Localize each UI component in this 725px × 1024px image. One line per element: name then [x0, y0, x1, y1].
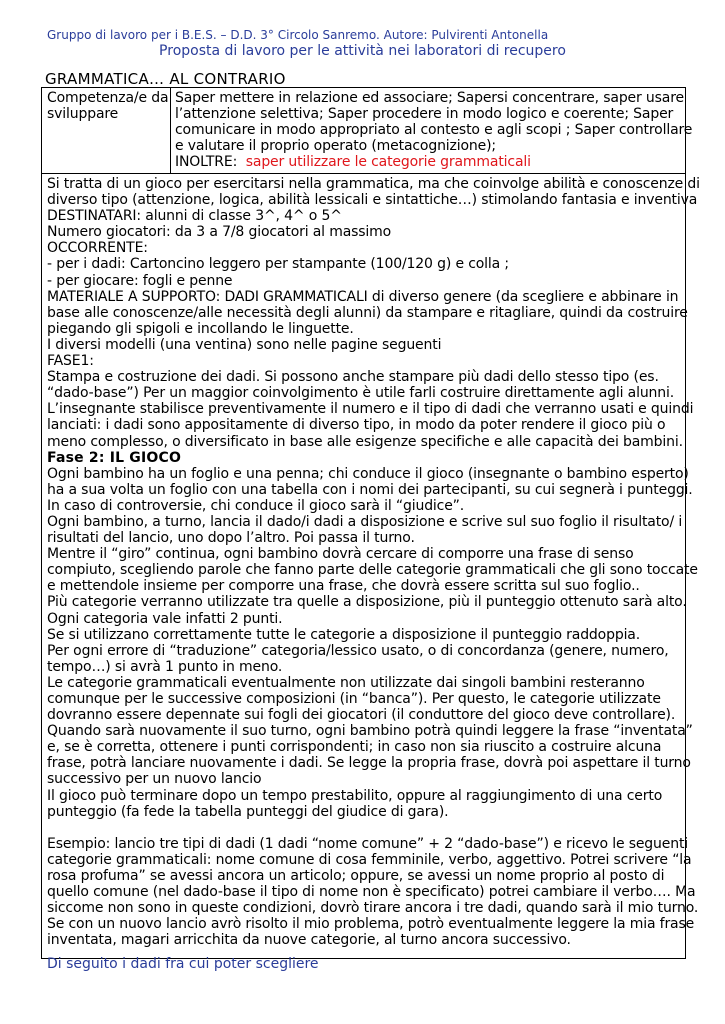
competenze-label-line: Competenza/e da [47, 90, 169, 106]
body-line: risultati del lancio, uno dopo l’altro. Poi passa il turno. [47, 530, 415, 547]
body-line: inventata, magari arricchita da nuove categorie, al turno ancora successivo. [47, 932, 571, 949]
body-line: Il gioco può terminare dopo un tempo prestabilito, oppure al raggiungimento di una certo [47, 787, 663, 804]
body-line: diverso tipo (attenzione, logica, abilità lessicali e sintattiche…) stimolando fantasia e inventiva [47, 192, 698, 209]
body-line: quello comune (nel dado-base il tipo di nome non è specificato) potrei cambiare il verbo…. Ma [47, 884, 696, 901]
body-line: siccome non sono in queste condizioni, dovrò tirare ancora i tre dadi, quando sarà il mio turno. [47, 900, 699, 917]
inoltre-line [175, 154, 692, 170]
competenze-label-cell [47, 90, 168, 122]
competenze-content-cell [175, 90, 692, 170]
footer-note: Di seguito i dadi fra cui poter scegliere [47, 956, 319, 972]
body-line [47, 820, 700, 836]
activity-description [47, 176, 700, 949]
body-line: OCCORRENTE: [47, 240, 148, 257]
column-divider [170, 88, 171, 173]
row-divider [42, 173, 685, 174]
competenze-label-line: sviluppare [47, 106, 119, 123]
inoltre-highlight: saper utilizzare le categorie grammaticali [245, 154, 531, 171]
description-part-two [47, 466, 700, 949]
competenze-line: l’attenzione selettiva; Saper procedere in modo logico e coerente; Saper [175, 106, 674, 123]
body-line: punteggio (fa fede la tabella punteggi del giudice di gara). [47, 803, 449, 820]
header-subtitle: Proposta di lavoro per le attività nei laboratori di recupero [159, 43, 566, 59]
body-line: FASE1: [47, 353, 94, 370]
competenze-line: comunicare in modo appropriato al contesto e agli scopi ; Saper controllare [175, 122, 693, 139]
description-part-one [47, 176, 700, 450]
competenze-line: e valutare il proprio operato (metacognizione); [175, 138, 496, 155]
body-line: lanciati: i dadi sono appositamente di diverso tipo, in modo da poter rendere il gioco più o [47, 417, 666, 434]
body-line: MATERIALE A SUPPORTO: DADI GRAMMATICALI di diverso genere (da scegliere e abbinare in [47, 288, 679, 305]
body-line: Se con un nuovo lancio avrò risolto il mio problema, potrò eventualmente leggere la mia frase [47, 916, 695, 933]
body-line: - per i dadi: Cartoncino leggero per stampante (100/120 g) e colla ; [47, 256, 509, 273]
body-line: Mentre il “giro” continua, ogni bambino dovrà cercare di comporre una frase di senso [47, 546, 634, 563]
document-title: GRAMMATICA… AL CONTRARIO [45, 70, 286, 88]
body-line: ha a sua volta un foglio con una tabella con i nomi dei partecipanti, su cui segnerà i punteggi. [47, 481, 693, 498]
body-line: tempo…) si avrà 1 punto in meno. [47, 658, 283, 675]
body-line: e mettendole insieme per comporre una frase, che dovrà essere scritta sul suo foglio.. [47, 578, 640, 595]
body-line: In caso di controversie, chi conduce il gioco sarà il “giudice”. [47, 497, 465, 514]
inoltre-label: INOLTRE: [175, 154, 238, 171]
body-line: Si tratta di un gioco per esercitarsi nella grammatica, ma che coinvolge abilità e conoscenze di [47, 176, 700, 192]
body-line: meno complesso, o diversificato in base alle esigenze specifiche e alle capacità dei bambini. [47, 433, 683, 450]
body-line: Quando sarà nuovamente il suo turno, ogni bambino potrà quindi leggere la frase “inventata” [47, 723, 693, 740]
fase2-heading: Fase 2: IL GIOCO [47, 449, 182, 466]
header-author-line: Gruppo di lavoro per i B.E.S. – D.D. 3° Circolo Sanremo. Autore: Pulvirenti Antonella [47, 28, 549, 42]
competenze-line: Saper mettere in relazione ed associare; Sapersi concentrare, saper usare [175, 90, 684, 106]
body-line: Ogni bambino, a turno, lancia il dado/i dadi a disposizione e scrive sul suo foglio il risultato/ i [47, 513, 683, 530]
body-line: e, se è corretta, ottenere i punti corrispondenti; in caso non sia riuscito a costruire alcuna [47, 739, 662, 756]
body-line: Più categorie verranno utilizzate tra quelle a disposizione, più il punteggio ottenuto sarà alto. [47, 594, 687, 611]
body-line: Stampa e costruzione dei dadi. Si possono anche stampare più dadi dello stesso tipo (es. [47, 369, 659, 386]
body-line: Esempio: lancio tre tipi di dadi (1 dadi “nome comune” + 2 “dado-base”) e ricevo le seguenti [47, 835, 689, 852]
body-line: I diversi modelli (una ventina) sono nelle pagine seguenti [47, 336, 442, 353]
body-line: categorie grammaticali: nome comune di cosa femminile, verbo, aggettivo. Potrei scrivere “la [47, 851, 692, 868]
body-line: rosa profuma” se avessi ancora un articolo; oppure, se avessi un nome proprio al posto di [47, 868, 665, 885]
body-line: Le categorie grammaticali eventualmente non utilizzate dai singoli bambini resteranno [47, 674, 645, 691]
body-line: - per giocare: fogli e penne [47, 272, 233, 289]
body-line: base alle conoscenze/alle necessità degli alunni) da stampare e ritagliare, quindi da costruire [47, 304, 688, 321]
body-line: Ogni bambino ha un foglio e una penna; chi conduce il gioco (insegnante o bambino esperto) [47, 465, 689, 482]
body-line: DESTINATARI: alunni di classe 3^, 4^ o 5^ [47, 208, 342, 225]
body-line: Numero giocatori: da 3 a 7/8 giocatori al massimo [47, 224, 392, 241]
body-line: Se si utilizzano correttamente tutte le categorie a disposizione il punteggio raddoppia. [47, 626, 641, 643]
activity-table [41, 87, 700, 959]
body-line: compiuto, scegliendo parole che fanno parte delle categorie grammaticali che gli sono toccate [47, 562, 698, 579]
body-line: Per ogni errore di “traduzione” categoria/lessico usato, o di concordanza (genere, numero, [47, 642, 669, 659]
body-line: comunque per le successive composizioni (in “banca”). Per questo, le categorie utilizzate [47, 691, 661, 707]
body-line: Ogni categoria vale infatti 2 punti. [47, 610, 283, 627]
body-line: “dado-base”) Per un maggior coinvolgimento è utile farli costruire direttamente agli alunni. [47, 385, 675, 402]
body-line: frase, potrà lanciare nuovamente i dadi. Se legge la propria frase, dovrà poi aspettare il turno [47, 755, 691, 772]
body-line: piegando gli spigoli e incollando le linguette. [47, 320, 354, 337]
body-line: successivo per un nuovo lancio [47, 771, 262, 788]
body-line: dovranno essere depennate sui fogli dei giocatori (il conduttore del gioco deve controllare). [47, 707, 676, 724]
body-line: L’insegnante stabilisce preventivamente il numero e il tipo di dadi che verranno usati e quindi [47, 401, 694, 418]
